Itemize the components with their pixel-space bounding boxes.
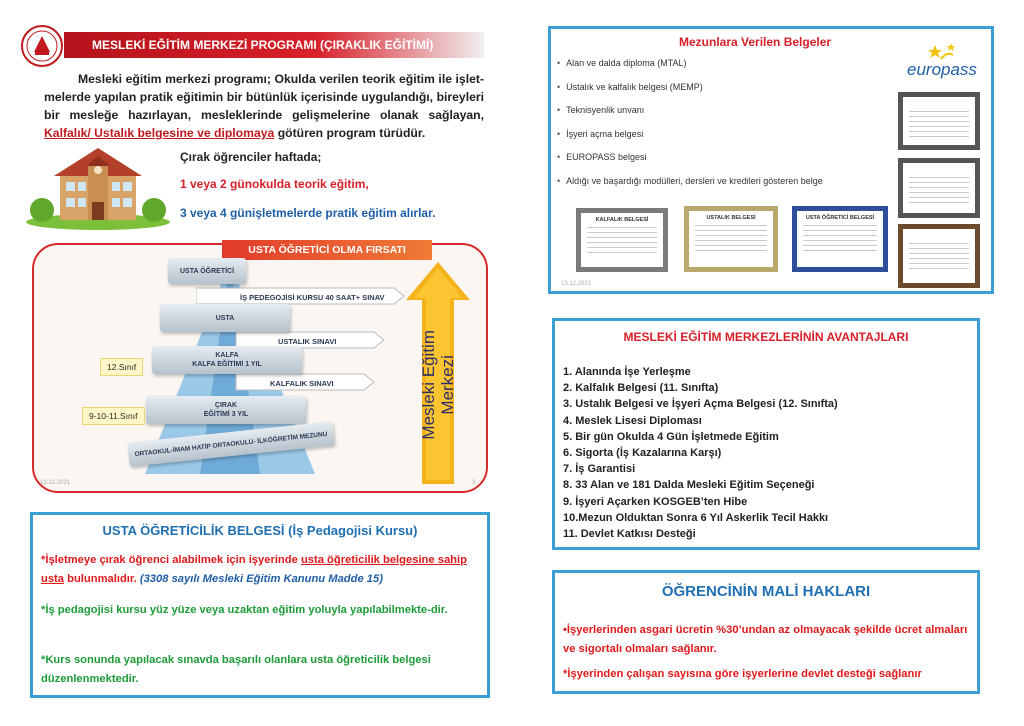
list-item: • Aldığı ve başardığı modülleri, dersleri ve kredileri gösteren belge [557, 175, 823, 199]
diagram-page-number: 3 [472, 480, 476, 486]
arrow-pedagoji-label: İŞ PEDEGOJİSİ KURSU 40 SAAT+ SINAV [240, 292, 385, 302]
arrow-ustalik-label: USTALIK SINAVI [278, 336, 337, 346]
vertical-label: Mesleki Eğitim Merkezi [419, 330, 457, 440]
weekly-title: Çırak öğrenciler haftada; [180, 150, 322, 164]
usta-p1-a: *İşletmeye çırak öğrenci alabilmek için işyerinde [41, 554, 301, 566]
list-item: • Ustalık ve kalfalık belgesi (MEMP) [557, 81, 823, 105]
intro-highlight: Kalfalık/ Ustalık belgesine ve diplomaya [44, 126, 275, 140]
list-item: 4. Meslek Lisesi Diploması [563, 414, 702, 427]
financial-para-2: *İşyerinden çalışan sayısına göre işyerlerine devlet desteği sağlanır [563, 668, 922, 680]
list-item: 6. Sigorta (İş Kazalarına Karşı) [563, 446, 722, 459]
kalfalik-cert-title: KALFALIK BELGESİ [595, 217, 649, 223]
list-item: 5. Bir gün Okulda 4 Gün İşletmede Eğitim [563, 430, 779, 443]
usta-p1-c: bulunmalıdır. [64, 573, 140, 585]
grade-9-11-label: 9-10-11.Sınıf [82, 407, 145, 425]
usta-ogreticilik-box [30, 512, 490, 698]
step-kalfa: KALFA KALFA EĞİTİMİ 1 YIL [152, 346, 302, 374]
list-item: 3. Ustalık Belgesi ve İşyeri Açma Belgesi (12. Sınıfta) [563, 398, 838, 411]
list-item: • Alan ve dalda diploma (MTAL) [557, 57, 823, 81]
certificates-title: Mezunlara Verilen Belgeler [679, 35, 832, 49]
ustalik-certificate [684, 206, 778, 272]
weekly-line-theory: 1 veya 2 günokulda teorik eğitim, [180, 177, 369, 191]
meb-logo-icon [20, 24, 64, 68]
usta-ogretici-cert-title: USTA ÖĞRETİCİ BELGESİ [805, 215, 875, 221]
advantages-title: MESLEKİ EĞİTİM MERKEZLERİNİN AVANTAJLARI [623, 330, 909, 344]
step-cirak: ÇIRAK EĞİTİMİ 3 YIL [146, 396, 306, 424]
diploma-document-1 [898, 92, 980, 150]
certificates-date: 13.12.2021 [561, 281, 592, 287]
usta-box-para-1 [41, 551, 481, 589]
list-item: 9. İşyeri Açarken KOSGEB’ten Hibe [563, 495, 748, 508]
ustalik-cert-title: USTALIK BELGESİ [706, 215, 756, 221]
usta-ogretici-certificate [792, 206, 888, 272]
advantages-list [563, 364, 838, 542]
diagram-date: 13.12.2021 [40, 480, 71, 486]
advantages-box [552, 318, 980, 550]
school-house-icon [24, 140, 172, 230]
grade-12-label: 12.Sınıf [100, 358, 143, 376]
list-item: 8. 33 Alan ve 181 Dalda Mesleki Eğitim Seçeneği [563, 479, 815, 492]
usta-box-para-2: *İş pedagojisi kursu yüz yüze veya uzaktan eğitim yoluyla yapılabilmekte-dir. [41, 604, 448, 616]
usta-p1-d: (3308 sayılı Mesleki Eğitim Kanunu Madde 15) [139, 573, 383, 585]
step-usta: USTA [160, 304, 290, 332]
diploma-document-2 [898, 158, 980, 218]
intro-text-end: götüren program türüdür. [274, 126, 426, 140]
usta-box-title: USTA ÖĞRETİCİLİK BELGESİ (İş Pedagojisi Kursu) [102, 523, 418, 538]
europass-logo [905, 41, 987, 81]
list-item: • EUROPASS belgesi [557, 151, 823, 175]
list-item: 1. Alanında İşe Yerleşme [563, 366, 691, 378]
intro-text: Mesleki eğitim merkezi programı; Okulda verilen teorik eğitim ile işlet-melerde yapılan pratik eğitimin bir bütünlük içerisinde uygulandığı, bireyleri bir mesleğe hazırlayan, mesleklerinde gelişmelerine olanak sağlayan, [44, 72, 484, 122]
financial-para-1: •İşyerlerinden asgari ücretin %30’undan az olmayacak şekilde ücret almaları ve sigortalı olmaları sağlanır. [563, 624, 968, 655]
financial-title: ÖĞRENCİNİN MALİ HAKLARI [661, 583, 871, 600]
usta-box-para-3: *Kurs sonunda yapılacak sınavda başarılı olanlara usta öğreticilik belgesi düzenlenmektedir. [41, 654, 431, 685]
step-usta-ogretici: USTA ÖĞRETİCİ [168, 258, 246, 284]
financial-rights-box [552, 570, 980, 694]
diploma-document-3 [898, 224, 980, 288]
list-item: • İşyeri açma belgesi [557, 128, 823, 152]
list-item: 2. Kalfalık Belgesi (11. Sınıfta) [563, 382, 719, 395]
page-title: MESLEKİ EĞİTİM MERKEZİ PROGRAMI (ÇIRAKLIK EĞİTİMİ) [64, 32, 484, 58]
list-item: • Teknisyenlik unvanı [557, 104, 823, 128]
europass-text: europass [907, 60, 977, 79]
certificates-list [557, 57, 823, 198]
step-base-education: ORTAOKUL-İMAM HATİP ORTAOKULU- İLKÖĞRETİM MEZUNU [127, 421, 334, 466]
mesleki-egitim-vertical [410, 300, 466, 470]
kalfalik-certificate [576, 208, 668, 272]
list-item: 11. Devlet Katkısı Desteği [563, 527, 696, 540]
usta-p1-b: usta öğreticilik belgesine sahip usta [41, 554, 467, 585]
list-item: 7. İş Garantisi [563, 463, 636, 476]
usta-ogretici-banner: USTA ÖĞRETİCİ OLMA FIRSATI [222, 240, 432, 260]
intro-paragraph [44, 70, 484, 142]
list-item: 10.Mezun Olduktan Sonra 6 Yıl Askerlik Tecil Hakkı [563, 511, 829, 524]
weekly-line-practice: 3 veya 4 günişletmelerde pratik eğitim alırlar. [180, 206, 436, 220]
arrow-kalfalik-label: KALFALIK SINAVI [270, 378, 334, 388]
